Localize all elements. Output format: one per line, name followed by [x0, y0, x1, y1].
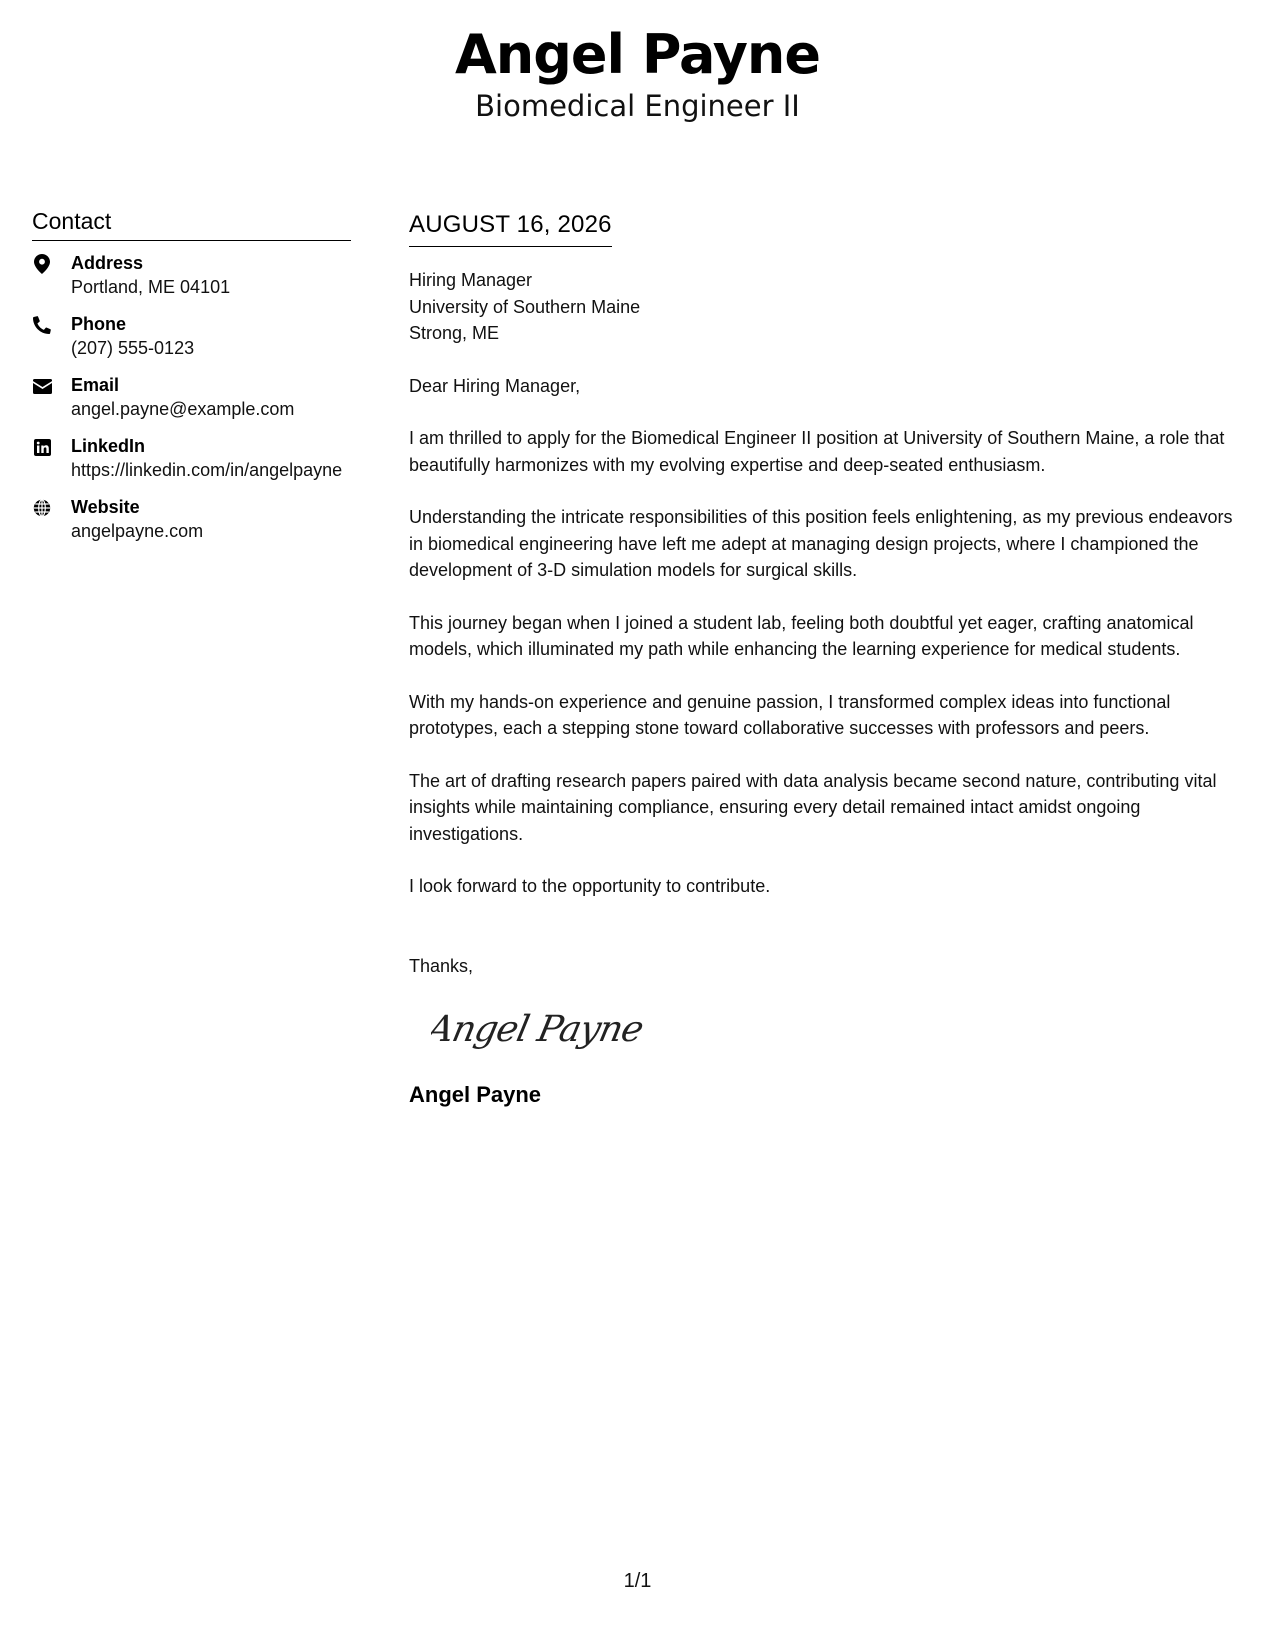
signer-name: Angel Payne [409, 1082, 542, 1107]
letter-body [409, 210, 1234, 1109]
contact-label: LinkedIn [71, 436, 146, 456]
website-value[interactable]: angelpayne.com [71, 521, 204, 541]
signature-text: Angel Payne [431, 1007, 647, 1050]
letter-date-container [409, 210, 612, 247]
contact-item-website [32, 495, 351, 544]
body-paragraph: Understanding the intricate responsibilities of this position feels enlightening, as my previous endeavors in biomedical engineering have left me adept at managing design projects, where I championed the development of 3-D simulation models for surgical skills. [409, 507, 1233, 580]
contact-label: Address [71, 253, 144, 273]
contact-item-phone [32, 312, 351, 361]
contact-item-email [32, 373, 351, 422]
phone-icon [32, 315, 52, 335]
linkedin-value[interactable]: https://linkedin.com/in/angelpayne [71, 460, 343, 480]
applicant-name: Angel Payne [455, 23, 820, 86]
address-value: Portland, ME 04101 [71, 277, 231, 297]
globe-icon [32, 498, 52, 518]
map-pin-icon [32, 254, 52, 274]
contact-list [32, 251, 351, 544]
body-paragraph: I look forward to the opportunity to contribute. [409, 876, 771, 896]
body-paragraph: This journey began when I joined a student lab, feeling both doubtful yet eager, crafting anatomical models, which illuminated my path while enhancing the learning experience for medical students. [409, 612, 1194, 659]
recipient-line: Strong, ME [409, 323, 500, 343]
recipient-line: Hiring Manager [409, 270, 533, 290]
contact-item-address [32, 251, 351, 300]
page-number: 1/1 [623, 1570, 652, 1592]
applicant-title: Biomedical Engineer II [475, 89, 800, 123]
body-paragraph: I am thrilled to apply for the Biomedical Engineer II position at University of Southern Maine, a role that beautifully harmonizes with my evolving expertise and deep-seated enthusiasm. [409, 428, 1225, 475]
phone-value: (207) 555-0123 [71, 338, 195, 358]
linkedin-icon [32, 437, 52, 457]
contact-heading: Contact [32, 206, 351, 241]
contact-sidebar [32, 206, 351, 556]
recipient-block [409, 267, 1234, 347]
greeting: Dear Hiring Manager, [409, 375, 581, 396]
body-paragraph: The art of drafting research papers paired with data analysis became second nature, contributing vital insights while maintaining compliance, ensuring every detail remained intact amidst ongoing investigations. [409, 770, 1217, 844]
recipient-line: University of Southern Maine [409, 296, 641, 317]
email-value[interactable]: angel.payne@example.com [71, 399, 295, 419]
envelope-icon [32, 376, 52, 396]
letter-date: AUGUST 16, 2026 [409, 211, 612, 238]
contact-item-linkedin [32, 434, 351, 483]
contact-label: Website [71, 497, 140, 517]
handwritten-signature [431, 1005, 1234, 1055]
contact-label: Phone [71, 314, 127, 334]
body-paragraph: With my hands-on experience and genuine passion, I transformed complex ideas into functional prototypes, each a stepping stone toward collaborative successes with professors and peers. [409, 691, 1171, 738]
closing: Thanks, [409, 955, 474, 976]
letter-header [0, 24, 1275, 124]
contact-label: Email [71, 375, 120, 395]
